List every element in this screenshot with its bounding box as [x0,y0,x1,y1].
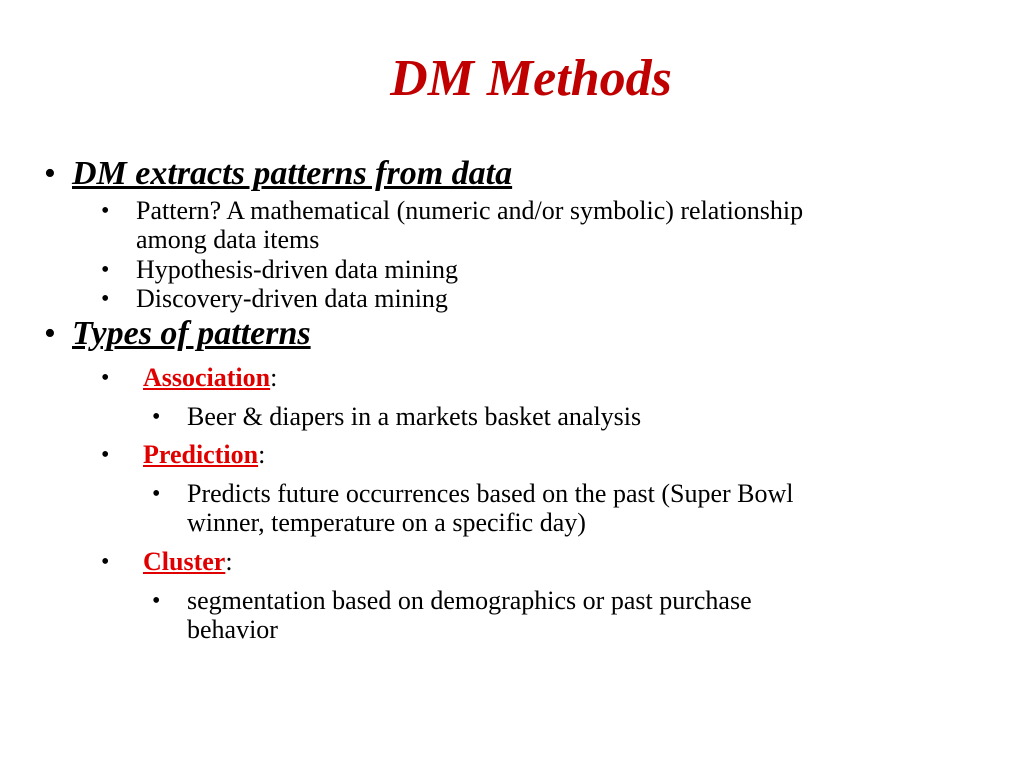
list-item-pattern-def: Pattern? A mathematical (numeric and/or symbolic) relationship [136,196,804,225]
bullet-icon: • [101,286,110,312]
slide-title: DM Methods [390,50,672,107]
bullet-icon: • [44,155,56,192]
pattern-type-prediction [143,440,265,470]
keyword-suffix: : [225,547,233,576]
bullet-icon: • [152,588,161,614]
list-item-prediction-detail: Predicts future occurrences based on the past (Super Bowl [187,479,794,508]
list-item-cluster-detail: segmentation based on demographics or past purchase [187,586,752,615]
pattern-type-cluster [143,547,233,577]
bullet-icon: • [152,481,161,507]
section-heading-extracts: DM extracts patterns from data [72,155,513,192]
bullet-icon: • [101,257,110,283]
bullet-icon: • [101,442,110,468]
bullet-icon: • [101,198,110,224]
keyword-prediction: Prediction [143,440,259,469]
list-item-cluster-detail-cont: behavior [187,615,278,644]
keyword-cluster: Cluster [143,547,226,576]
bullet-icon: • [101,365,110,391]
section-heading-types: Types of patterns [72,315,311,352]
bullet-icon: • [152,404,161,430]
keyword-association: Association [143,363,271,392]
keyword-suffix: : [270,363,278,392]
pattern-type-association [143,363,277,393]
list-item-hypothesis: Hypothesis-driven data mining [136,255,459,284]
list-item-discovery: Discovery-driven data mining [136,284,448,313]
list-item-prediction-detail-cont: winner, temperature on a specific day) [187,508,586,537]
bullet-icon: • [44,315,56,352]
list-item-pattern-def-cont: among data items [136,225,320,254]
list-item-association-detail: Beer & diapers in a markets basket analysis [187,402,642,431]
bullet-icon: • [101,549,110,575]
keyword-suffix: : [258,440,266,469]
